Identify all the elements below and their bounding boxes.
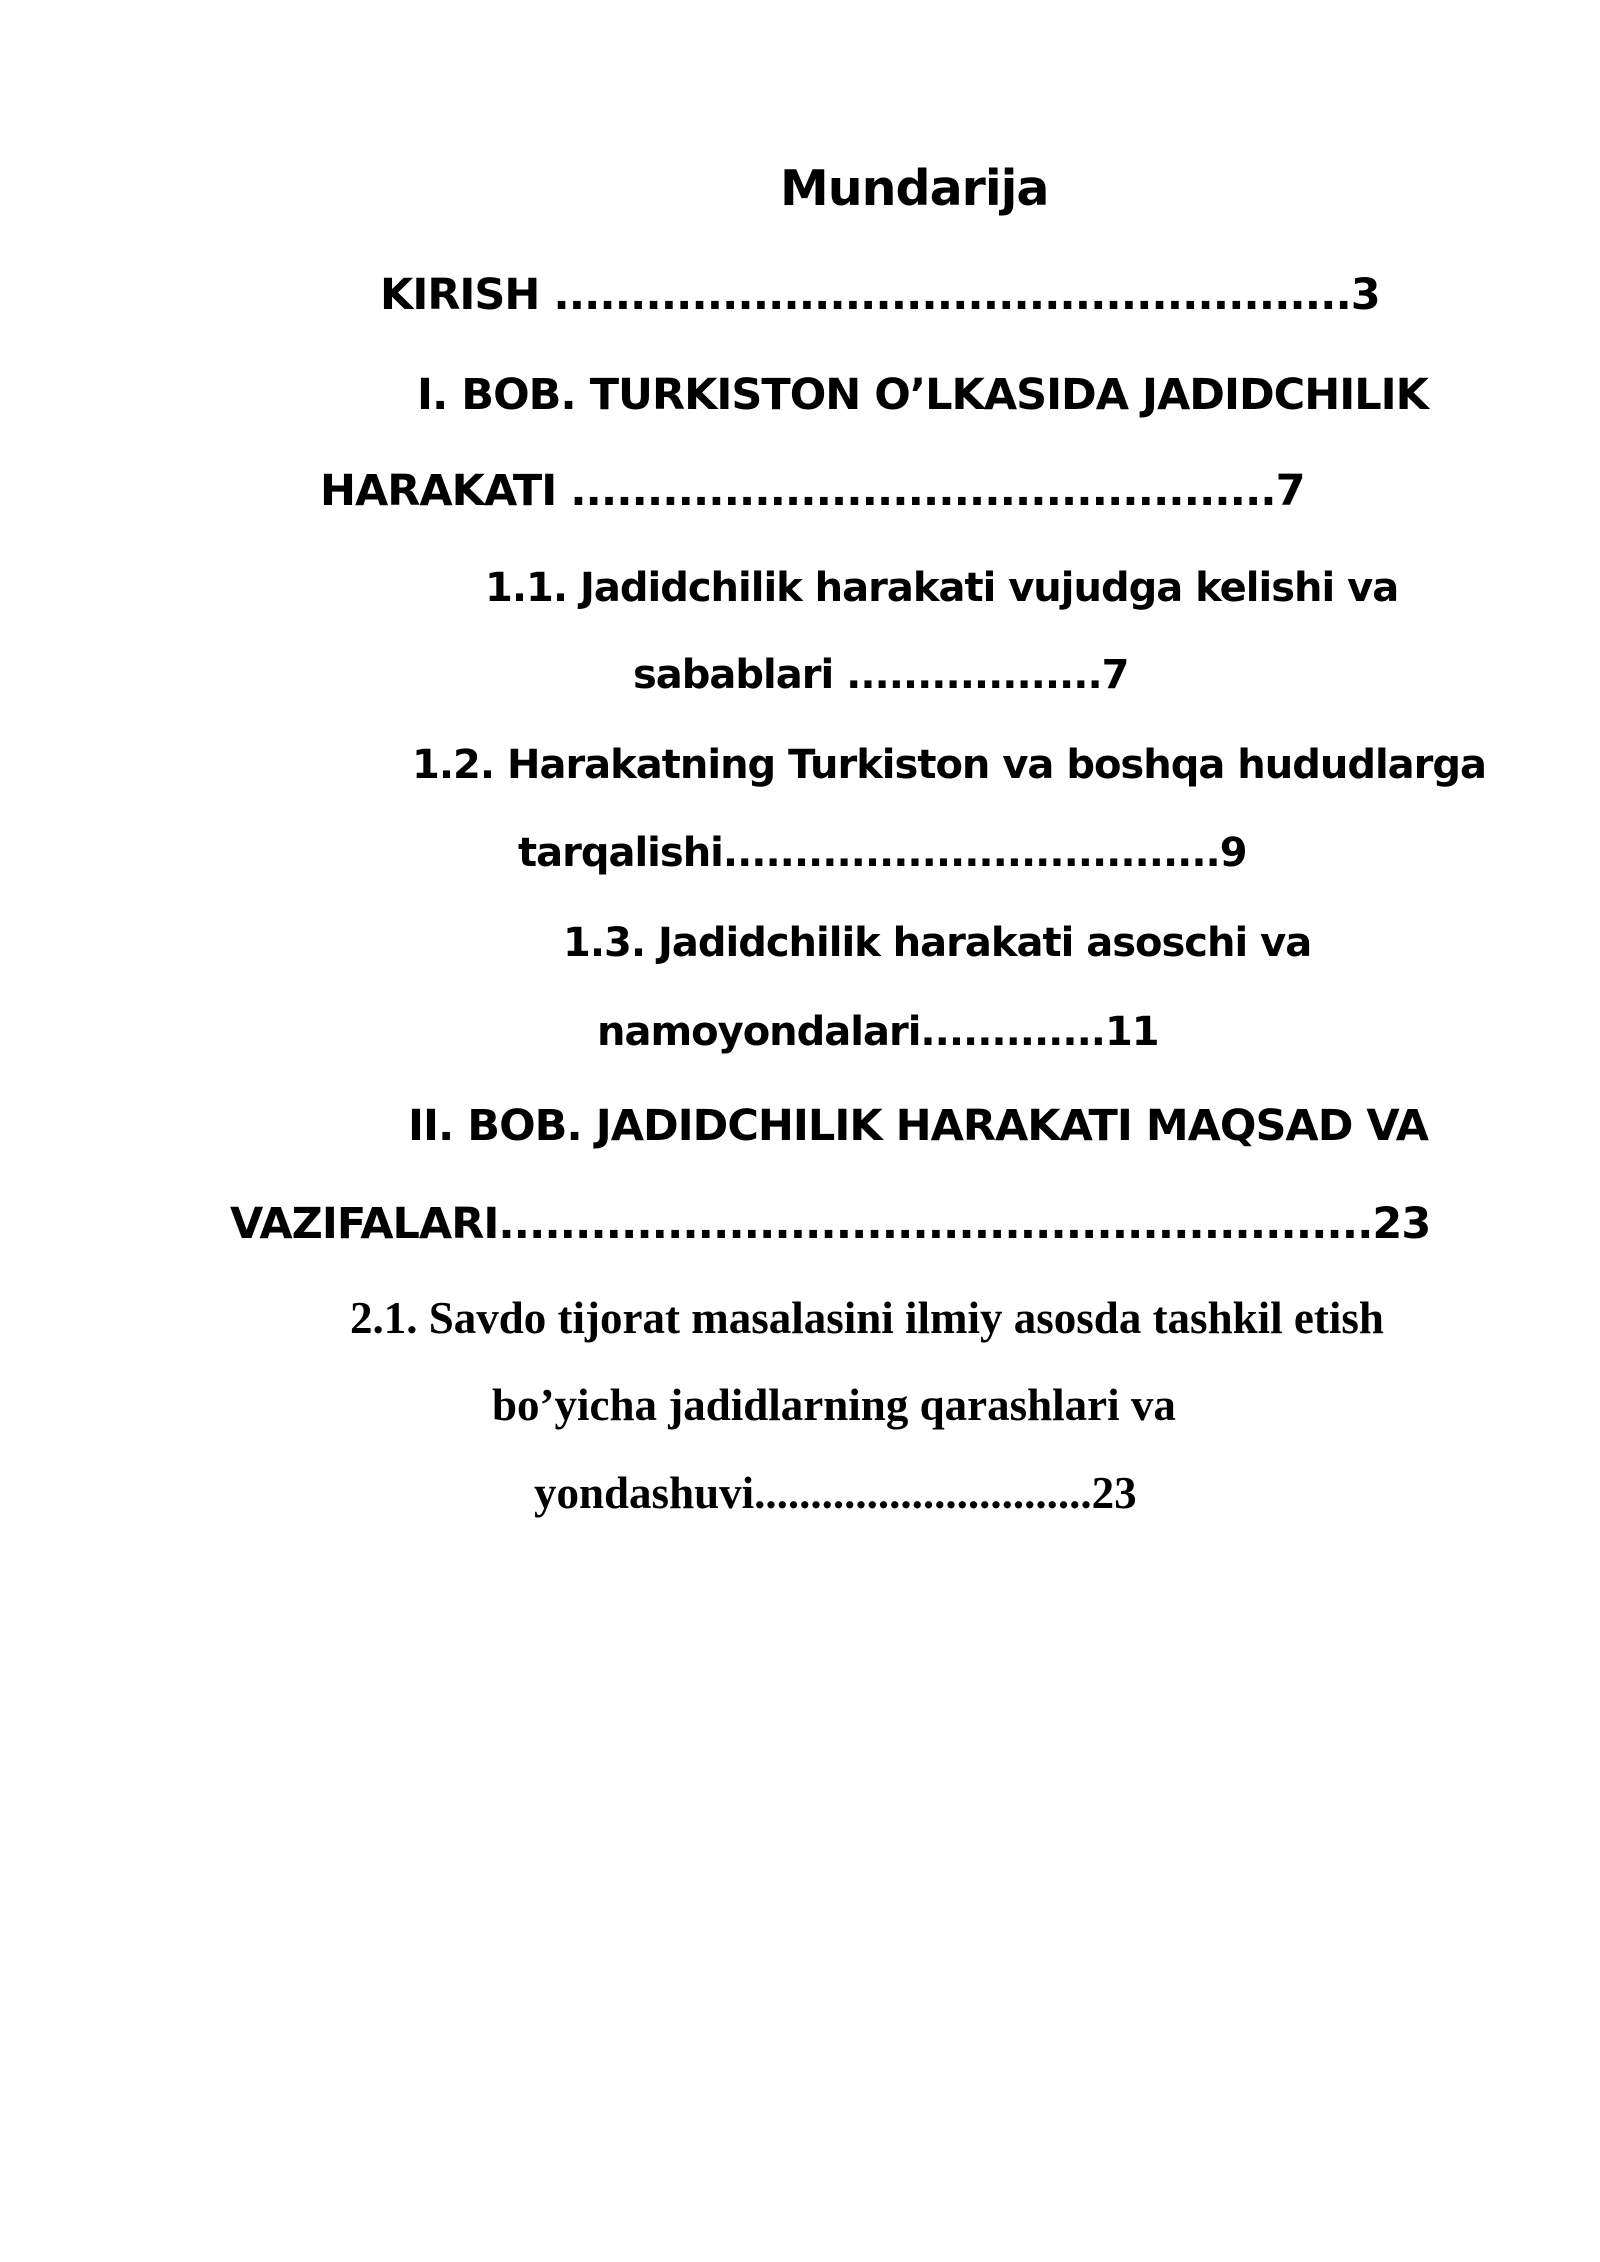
toc-title: Mundarija bbox=[780, 160, 1049, 217]
toc-entry-section-2-1-line-2: bo’yicha jadidlarning qarashlari va bbox=[492, 1380, 1176, 1430]
toc-entry-chapter-2-line-2: VAZIFALARI.........................................................23 bbox=[230, 1199, 1431, 1249]
toc-entry-section-1-2-line-1: 1.2. Harakatning Turkiston va boshqa hududlarga bbox=[412, 742, 1487, 788]
toc-entry-section-1-2-line-2: tarqalishi...................................9 bbox=[518, 830, 1247, 876]
toc-entry-kirish: KIRISH ....................................................3 bbox=[380, 270, 1380, 320]
toc-entry-section-1-1-line-1: 1.1. Jadidchilik harakati vujudga kelishi va bbox=[485, 565, 1399, 611]
toc-entry-section-1-3-line-2: namoyondalari.............11 bbox=[597, 1009, 1159, 1055]
toc-entry-section-1-1-line-2: sabablari ..................7 bbox=[633, 652, 1129, 698]
toc-entry-section-2-1-line-1: 2.1. Savdo tijorat masalasini ilmiy asosda tashkil etish bbox=[350, 1293, 1384, 1343]
toc-entry-section-1-3-line-1: 1.3. Jadidchilik harakati asoschi va bbox=[563, 920, 1312, 966]
toc-entry-chapter-1-line-2: HARAKATI ..............................................7 bbox=[320, 466, 1305, 516]
toc-entry-chapter-2-line-1: II. BOB. JADIDCHILIK HARAKATI MAQSAD VA bbox=[408, 1101, 1429, 1151]
toc-entry-chapter-1-line-1: I. BOB. TURKISTON O’LKASIDA JADIDCHILIK bbox=[417, 370, 1428, 420]
toc-entry-section-2-1-line-3: yondashuvi..............................23 bbox=[534, 1468, 1137, 1518]
